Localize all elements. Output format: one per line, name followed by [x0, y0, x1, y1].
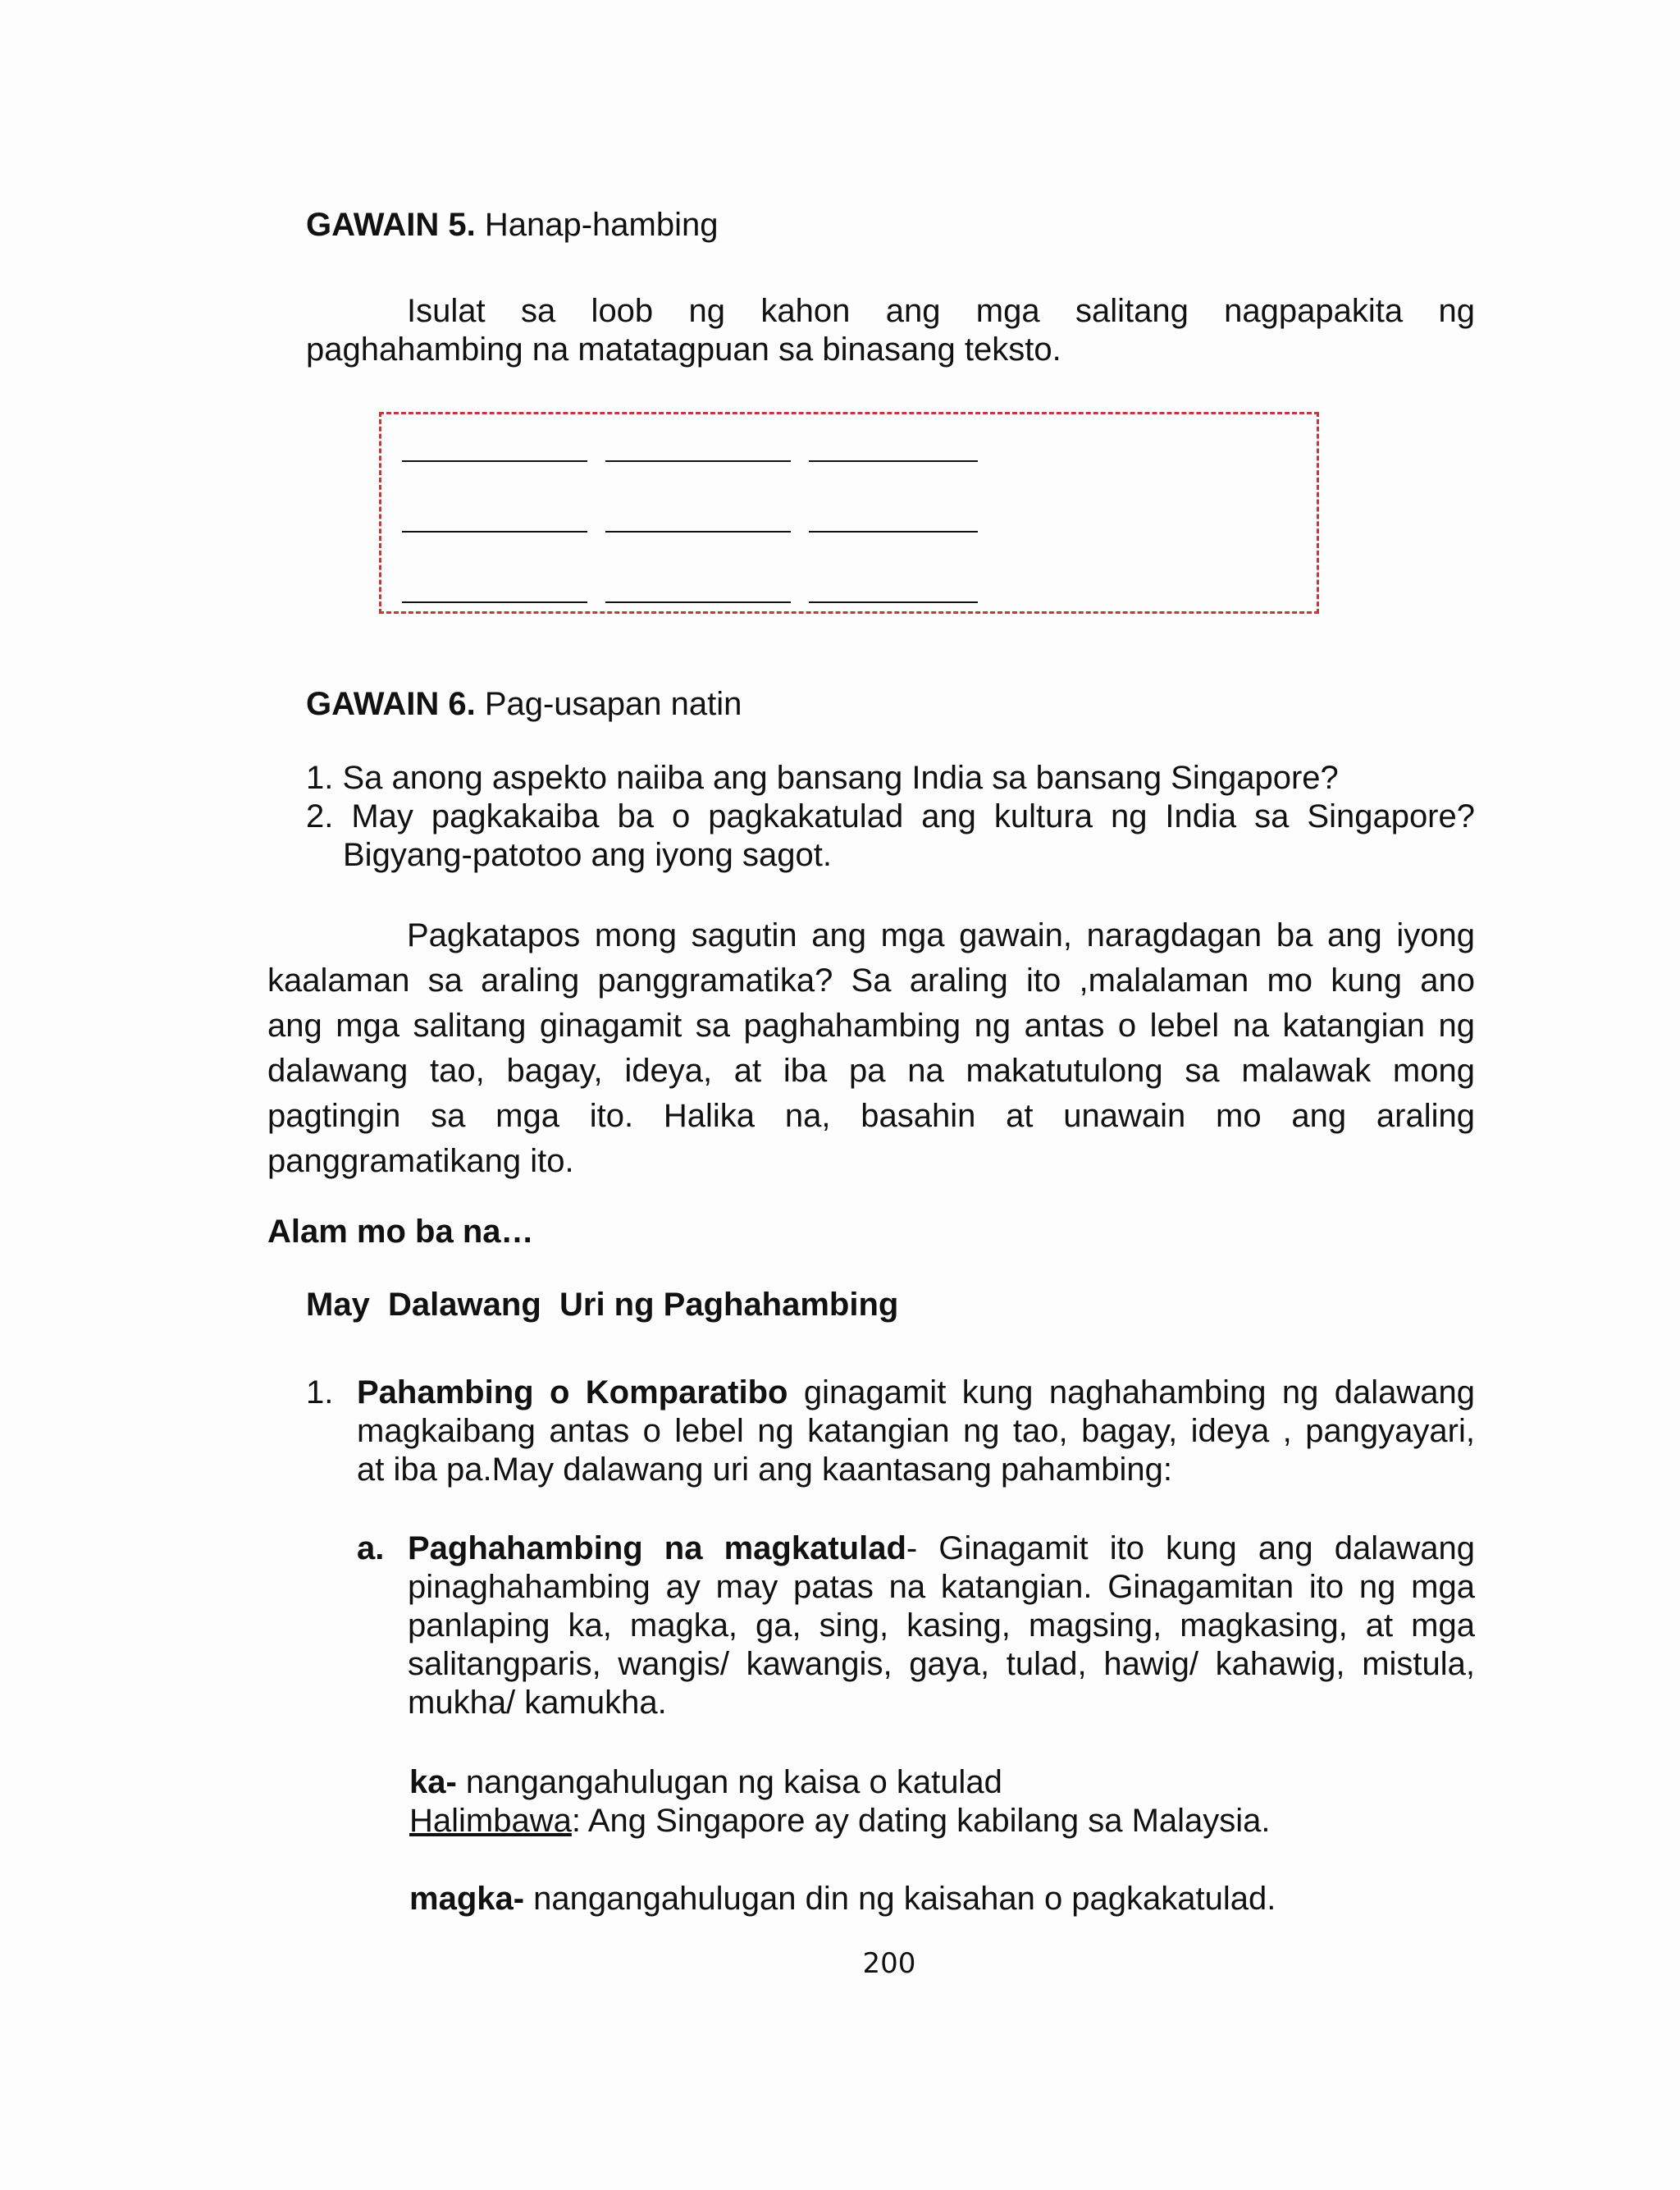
gawain6-title: Pag-usapan natin — [475, 686, 742, 722]
answer-blank[interactable] — [402, 601, 587, 603]
item-a-line3: panlaping ka, magka, ga, sing, kasing, magsing, magkasing, at mga — [408, 1607, 1475, 1644]
ka-prefix: ka- — [409, 1764, 457, 1800]
intro-line: pagtingin sa mga ito. Halika na, basahin at unawain mo ang araling — [267, 1098, 1475, 1134]
intro-line: dalawang tao, bagay, ideya, at iba pa na makatutulong sa malawak mong — [267, 1053, 1475, 1089]
item1-line2: magkaibang antas o lebel ng katangian ng tao, bagay, ideya , pangyayari, — [357, 1413, 1475, 1449]
answer-blank[interactable] — [402, 531, 587, 533]
item-a-letter: a. — [357, 1530, 385, 1566]
item-a-line1-rest: - Ginagamit ito kung ang dalawang — [906, 1530, 1475, 1566]
magka-meaning: nangangahulugan din ng kaisahan o pagkakatulad. — [524, 1881, 1276, 1917]
answer-blank[interactable] — [809, 601, 978, 603]
answer-blank[interactable] — [605, 460, 791, 462]
intro-line: panggramatikang ito. — [267, 1143, 574, 1179]
item1-line1 — [357, 1373, 1475, 1412]
gawain5-instruction-line1: Isulat sa loob ng kahon ang mga salitang nagpapakita ng — [407, 293, 1475, 329]
gawain6-heading — [306, 684, 1536, 724]
intro-line: kaalaman sa araling panggramatika? Sa araling ito ,malalaman mo kung ano — [267, 962, 1475, 999]
gawain5-title: Hanap-hambing — [475, 207, 719, 243]
ka-meaning: nangangahulugan ng kaisa o katulad — [456, 1764, 1002, 1800]
answer-blank[interactable] — [402, 460, 587, 462]
ka-example — [409, 1801, 1475, 1840]
item-a-term: Paghahambing na magkatulad — [408, 1530, 906, 1566]
item1-line1-rest: ginagamit kung naghahambing ng dalawang — [788, 1374, 1475, 1410]
answer-blank[interactable] — [809, 531, 978, 533]
gawain5-label: GAWAIN 5. — [306, 207, 476, 243]
uri-heading: May Dalawang Uri ng Paghahambing — [306, 1287, 899, 1323]
page-number: 200 — [862, 1947, 916, 1980]
item-a-line1 — [408, 1529, 1475, 1568]
item1-number: 1. — [306, 1374, 334, 1410]
item1-term: Pahambing o Komparatibo — [357, 1374, 788, 1410]
ka-example-text: : Ang Singapore ay dating kabilang sa Malaysia. — [571, 1803, 1271, 1839]
item-a-line4: salitangparis, wangis/ kawangis, gaya, tulad, hawig/ kahawig, mistula, — [408, 1646, 1475, 1682]
item1-line3: at iba pa.May dalawang uri ang kaantasang pahambing: — [357, 1452, 1173, 1488]
gawain6-label: GAWAIN 6. — [306, 686, 476, 722]
alam-heading: Alam mo ba na… — [267, 1214, 534, 1250]
gawain5-instruction-line2: paghahambing na matatagpuan sa binasang teksto. — [306, 331, 1061, 368]
answer-blank[interactable] — [605, 531, 791, 533]
item-a-line5: mukha/ kamukha. — [408, 1685, 667, 1721]
magka-prefix: magka- — [409, 1881, 525, 1917]
gawain6-question-2-cont: Bigyang-patotoo ang iyong sagot. — [343, 837, 832, 873]
ka-definition — [409, 1763, 1475, 1802]
answer-blank[interactable] — [809, 460, 978, 462]
gawain5-heading — [306, 205, 1536, 245]
gawain6-question-1: 1. Sa anong aspekto naiiba ang bansang India sa bansang Singapore? — [306, 760, 1339, 796]
gawain6-question-2: 2. May pagkakaiba ba o pagkakatulad ang kultura ng India sa Singapore? — [306, 798, 1475, 834]
intro-line: ang mga salitang ginagamit sa paghahambing ng antas o lebel na katangian ng — [267, 1008, 1475, 1044]
magka-definition — [409, 1879, 1475, 1918]
ka-example-label: Halimbawa — [409, 1803, 572, 1839]
answer-blank[interactable] — [605, 601, 791, 603]
answer-box — [379, 412, 1319, 614]
item-a-line2: pinaghahambing ay may patas na katangian. Ginagamitan ito ng mga — [408, 1569, 1475, 1605]
intro-line: Pagkatapos mong sagutin ang mga gawain, naragdagan ba ang iyong — [407, 917, 1475, 953]
